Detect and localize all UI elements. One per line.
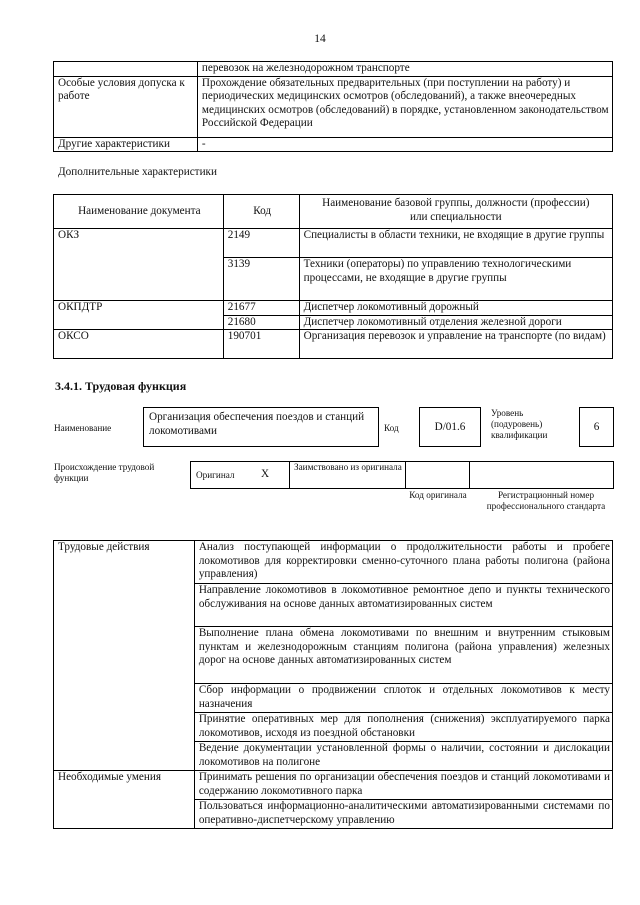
cont-label-cell	[54, 62, 198, 77]
okpdtr-doc: ОКПДТР	[54, 301, 224, 330]
cont-value-cell: перевозок на железнодорожном транспорте	[197, 62, 612, 77]
level-label: Уровень (подуровень) квалификации	[491, 408, 548, 440]
okz-doc: ОКЗ	[54, 229, 224, 301]
okpdtr-name-2: Диспетчер локомотивный отделения железной дороги	[299, 315, 612, 330]
additional-table	[53, 194, 613, 359]
skill-item: Пользоваться информационно-аналитическими автоматизированными системами по оперативно-диспетчерскому управлению	[194, 800, 612, 829]
header-doc: Наименование документа	[54, 195, 224, 229]
special-conditions-label: Особые условия допуска к работе	[54, 76, 198, 137]
okso-doc: ОКСО	[54, 330, 224, 359]
original-mark: X	[261, 468, 270, 480]
page-number: 14	[314, 33, 326, 45]
okpdtr-code-1: 21677	[223, 301, 299, 316]
header-code: Код	[223, 195, 299, 229]
other-characteristics-value: -	[197, 137, 612, 152]
action-item: Ведение документации установленной формы о наличии, состоянии и дислокации локомотивов на полигоне	[194, 742, 612, 771]
action-item: Сбор информации о продвижении сплоток и отдельных локомотивов к месту назначения	[194, 684, 612, 713]
okz-code-1: 2149	[223, 229, 299, 258]
origin-row-box	[190, 461, 614, 489]
skill-item: Принимать решения по организации обеспечения поездов и станций локомотивами и содержанию локомотивного парка	[194, 771, 612, 800]
action-item: Анализ поступающей информации о продолжительности работы и пробеге локомотивов для корректировки сменно-суточного плана работы полигона (района управления)	[194, 541, 612, 584]
code-value: D/01.6	[434, 421, 466, 433]
actions-skills-table	[53, 540, 613, 829]
additional-heading: Дополнительные характеристики	[58, 166, 217, 178]
code-label: Код	[384, 423, 399, 433]
code-origin-label: Код оригинала	[409, 490, 467, 500]
other-characteristics-label: Другие характеристики	[54, 137, 198, 152]
top-characteristics-table	[53, 61, 613, 152]
origin-label: Происхождение трудовой функции	[54, 462, 155, 483]
okz-name-2: Техники (операторы) по управлению технологическими процессами, не входящие в другие группы	[299, 258, 612, 301]
okz-code-2: 3139	[223, 258, 299, 301]
okpdtr-code-2: 21680	[223, 315, 299, 330]
name-label: Наименование	[54, 423, 112, 433]
okso-code: 190701	[223, 330, 299, 359]
okso-name: Организация перевозок и управление на транспорте (по видам)	[299, 330, 612, 359]
skills-label: Необходимые умения	[54, 771, 195, 829]
borrowed-label: Заимствовано из оригинала	[294, 462, 402, 472]
actions-label: Трудовые действия	[54, 541, 195, 771]
special-conditions-value: Прохождение обязательных предварительных (при поступлении на работу) и периодических медицинских осмотров (обследований), а также внеочередных медицинских осмотров (обследований) в порядке, установленном законодательством Российской Федерации	[197, 76, 612, 137]
action-item: Выполнение плана обмена локомотивами по внешним и внутренним стыковым пунктам и железнодорожным станциям полигона (района управления) железных дорог на основе данных автоматизированных систем	[194, 627, 612, 684]
action-item: Направление локомотивов в локомотивное ремонтное депо и пункты технического обслуживания на основе данных автоматизированных систем	[194, 584, 612, 627]
okz-name-1: Специалисты в области техники, не входящие в другие группы	[299, 229, 612, 258]
original-label: Оригинал	[196, 470, 235, 480]
level-value: 6	[593, 421, 600, 433]
reg-number-label: Регистрационный номер профессионального стандарта	[486, 490, 606, 511]
header-name: Наименование базовой группы, должности (профессии) или специальности	[299, 195, 612, 229]
function-heading: 3.4.1. Трудовая функция	[55, 379, 187, 393]
okpdtr-name-1: Диспетчер локомотивный дорожный	[299, 301, 612, 316]
action-item: Принятие оперативных мер для пополнения (снижения) эксплуатируемого парка локомотивов, исходя из поездной обстановки	[194, 713, 612, 742]
name-value: Организация обеспечения поездов и станций локомотивами	[149, 411, 365, 437]
